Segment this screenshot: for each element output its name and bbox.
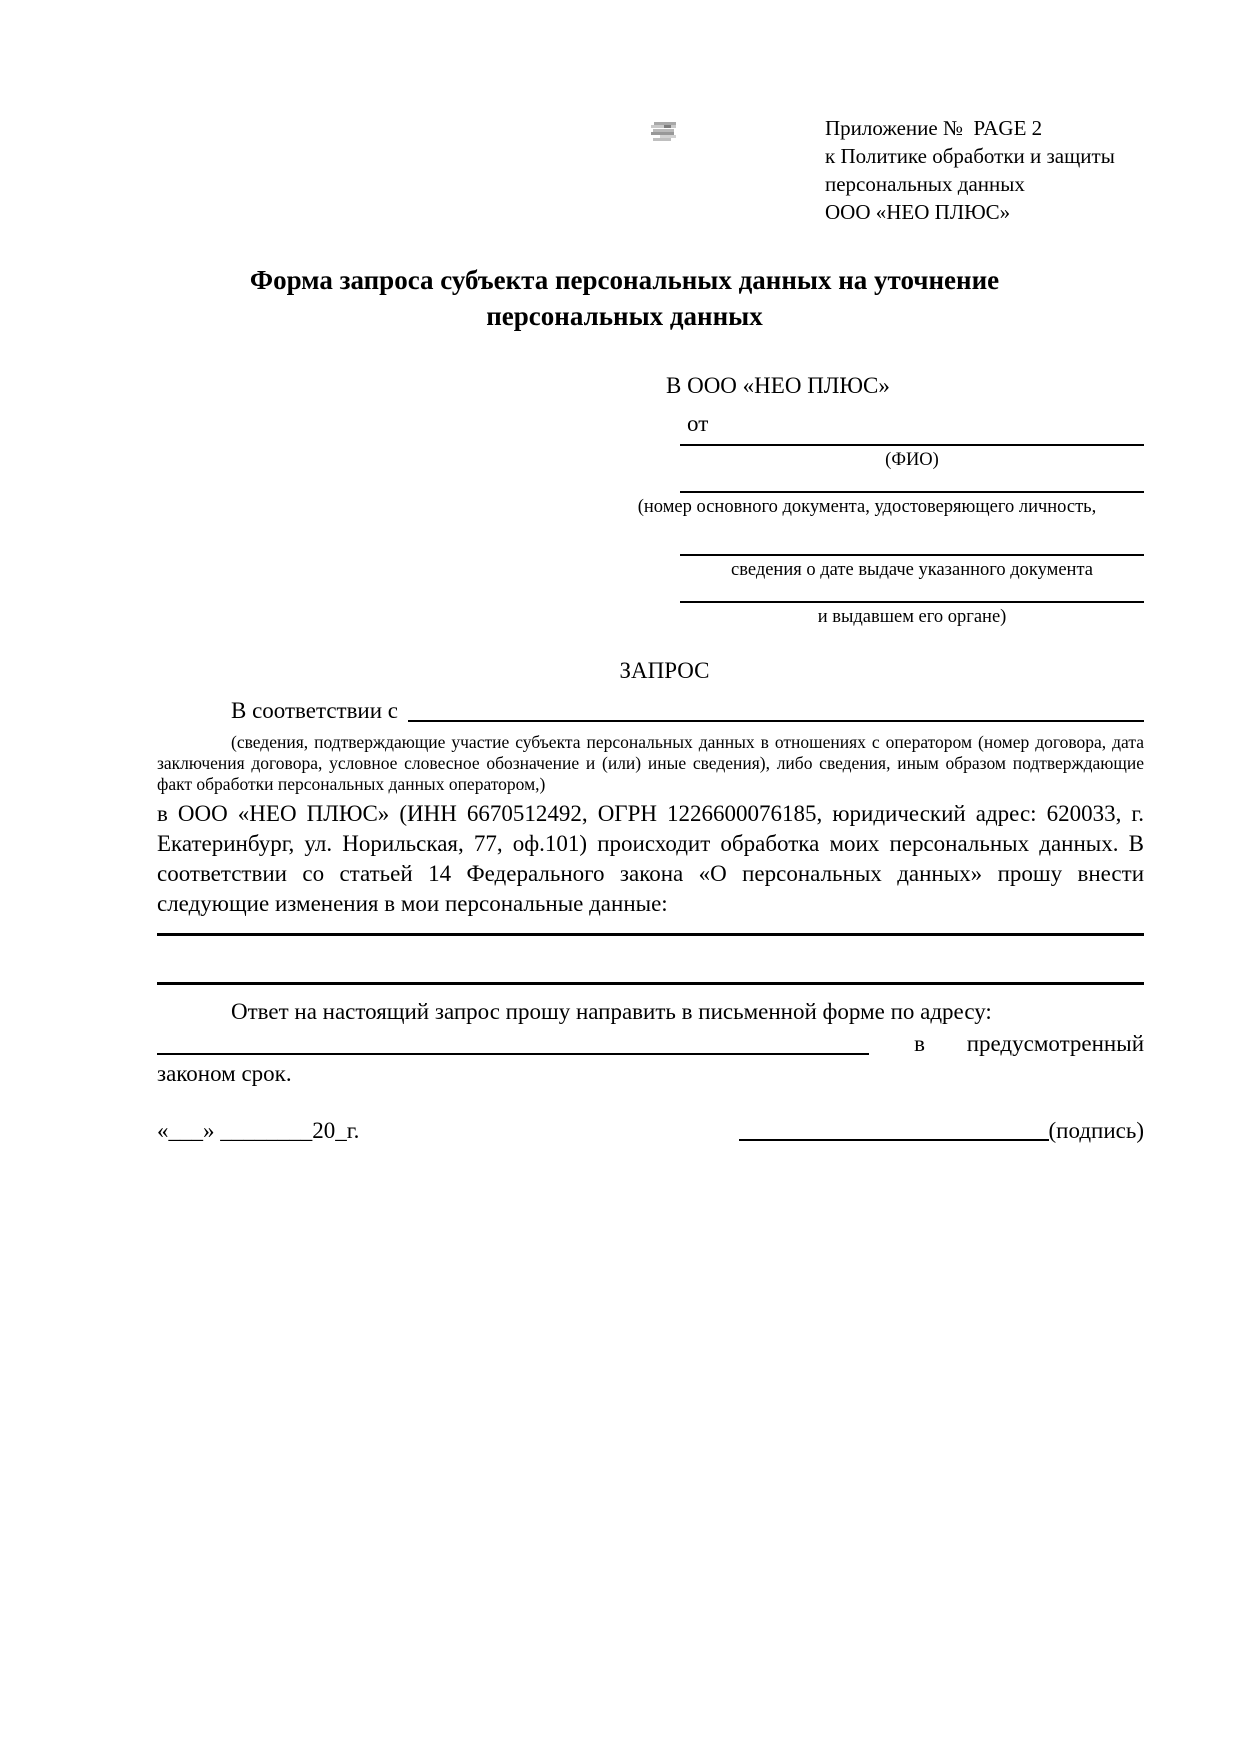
- issuing-authority-caption: [680, 606, 1144, 628]
- issuing-authority-write-in-line: [680, 581, 1144, 603]
- page-title-line-2: персональных данных: [486, 301, 763, 331]
- date-write-in-text: «___» ________20_г.: [157, 1118, 360, 1143]
- signature-group: [739, 1115, 1144, 1146]
- page-title: [131, 262, 1118, 334]
- response-end-text: законом срок.: [157, 1061, 292, 1086]
- fio-caption: [680, 449, 1144, 471]
- issue-date-caption: [680, 559, 1144, 581]
- image-placeholder-icon: [651, 121, 679, 143]
- response-intro-text: Ответ на настоящий запрос прошу направить в письменной форме по адресу:: [231, 999, 992, 1024]
- intro-line: [157, 696, 1144, 726]
- fio-write-in-line: [680, 440, 1144, 446]
- applicant-fields: [637, 440, 1144, 628]
- legal-note: (сведения, подтверждающие участие субъекта персональных данных в отношениях с оператором (номер договора, дата заключения договора, условное словесное обозначение и (или) иные сведения), либо сведения, иным образом подтверждающие факт обработки персональных данных оператором,): [157, 732, 1144, 794]
- appendix-line-3: персональных данных: [825, 172, 1025, 196]
- document-number-caption: [637, 496, 1144, 518]
- appendix-line-4: ООО «НЕО ПЛЮС»: [825, 200, 1011, 224]
- signature-caption: (подпись): [1048, 1118, 1144, 1143]
- appendix-line-1: Приложение № PAGE 2: [825, 116, 1043, 140]
- signature-write-in-line: [739, 1115, 1049, 1141]
- issue-date-write-in-line: [680, 518, 1144, 556]
- fio-field: [680, 440, 1144, 471]
- document-body: [157, 262, 1144, 1146]
- document-number-field: [637, 471, 1144, 518]
- appendix-line-2: к Политике обработки и защиты: [825, 144, 1115, 168]
- issue-date-field: [680, 518, 1144, 581]
- page-title-line-1: Форма запроса субъекта персональных данных на уточнение: [249, 265, 1000, 295]
- intro-text: В соответствии с: [231, 698, 399, 723]
- issuing-authority-caption-text: и выдавшем его органе): [817, 607, 1007, 627]
- response-address-row: [157, 1027, 1144, 1059]
- address-write-in-line: [157, 1027, 869, 1055]
- request-heading: ЗАПРОС: [619, 658, 710, 683]
- document-number-write-in-line: [680, 471, 1144, 493]
- changes-write-in-line-2: [157, 936, 1144, 985]
- document-number-caption-text: (номер основного документа, удостоверяющего личность,: [637, 497, 1097, 517]
- response-suffix-text: в предусмотренный: [914, 1031, 1144, 1056]
- from-label: от: [687, 411, 709, 436]
- intro-write-in-line: [408, 696, 1144, 722]
- addressee-company: В ООО «НЕО ПЛЮС»: [666, 373, 890, 398]
- fio-caption-text: (ФИО): [885, 450, 939, 470]
- issue-date-caption-text: сведения о дате выдаче указанного документа: [731, 560, 1093, 580]
- issuing-authority-field: [680, 581, 1144, 628]
- request-body-text: в ООО «НЕО ПЛЮС» (ИНН 6670512492, ОГРН 1226600076185, юридический адрес: 620033, г. Екатеринбург, ул. Норильская, 77, оф.101) происходит обработка моих персональных данных. В соответствии со статьей 14 Федерального закона «О персональных данных» прошу внести следующие изменения в мои персональные данные:: [157, 801, 1144, 916]
- date-signature-row: [157, 1115, 1144, 1146]
- appendix-header: [825, 114, 1115, 226]
- changes-write-in-line-1: [157, 919, 1144, 936]
- response-paragraph: [157, 997, 1144, 1089]
